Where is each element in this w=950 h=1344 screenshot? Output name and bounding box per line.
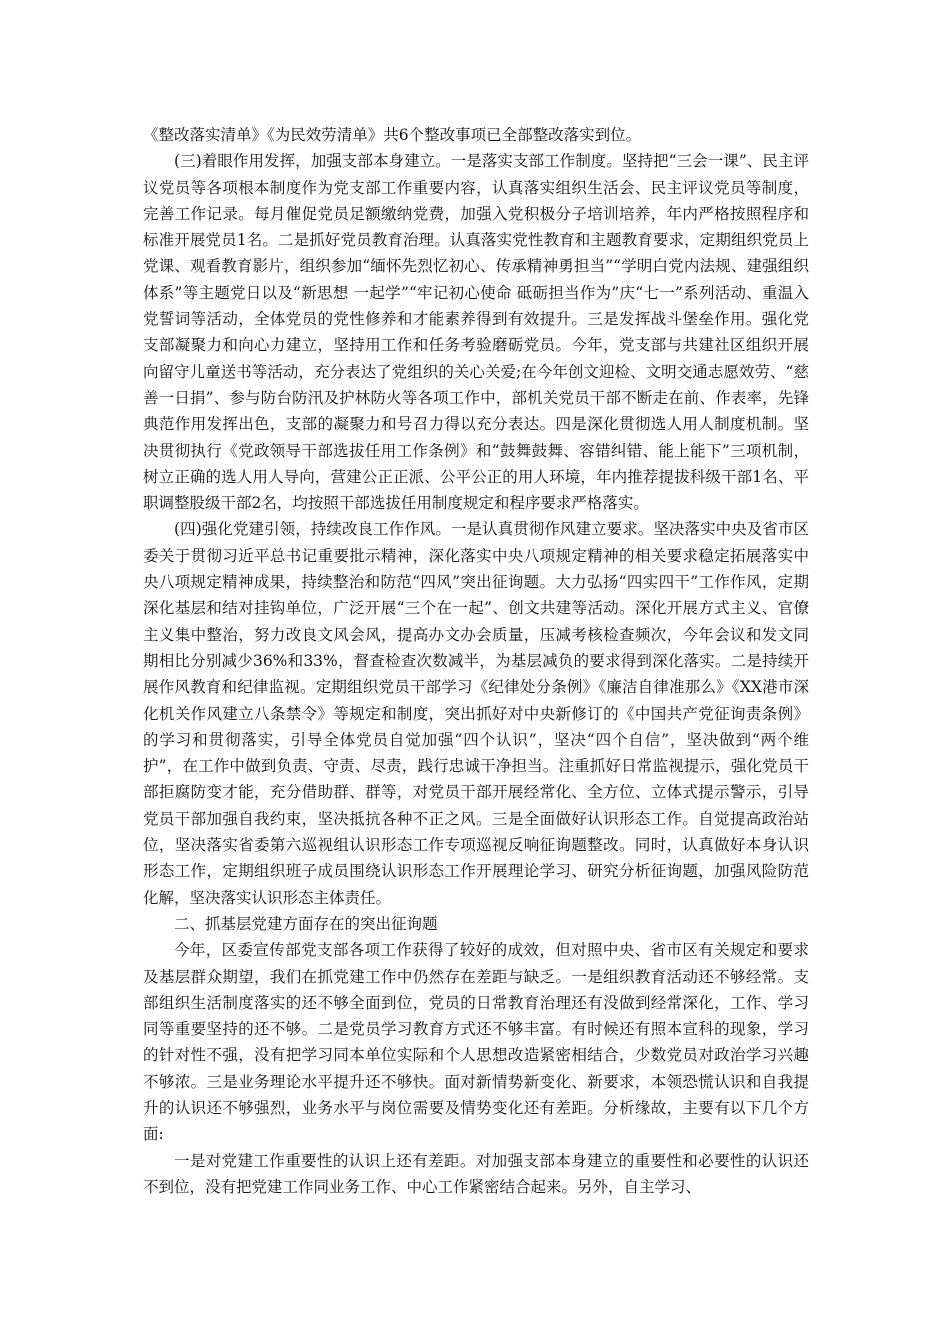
paragraph-cause-one: 一是对党建工作重要性的认识上还有差距。对加强支部本身建立的重要性和必要性的认识还不到位，没有把党建工作同业务工作、中心工作紧密结合起来。另外，自主学习、 (143, 1151, 809, 1196)
document-body (143, 122, 809, 1200)
paragraph-problems-summary: 今年，区委宣传部党支部各项工作获得了较好的成效，但对照中央、省市区有关规定和要求及基层群众期望，我们在抓党建工作中仍然存在差距与缺乏。一是组织教育活动还不够经常。支部组织生活制度落实的还不够全面到位，党员的日常教育治理还有没做到经常深化，工作、学习同等重要坚持的还不够。二是党员学习教育方式还不够丰富。有时候还有照本宣科的现象，学习的针对性不强，没有把学习同本单位实际和个人思想改造紧密相结合，少数党员对政治学习兴趣不够浓。三是业务理论水平提升还不够快。面对新情势新变化、新要求，本领恐慌认识和自我提升的认识还不够强烈，业务水平与岗位需要及情势变化还有差距。分析缘故，主要有以下几个方面: (143, 941, 809, 1144)
paragraph-section-three: (三)着眼作用发挥，加强支部本身建立。一是落实支部工作制度。坚持把“三会一课”、民主评议党员等各项根本制度作为党支部工作重要内容，认真落实组织生活会、民主评议党员等制度，完善工作记录。每月催促党员足额缴纳党费，加强入党积极分子培训培养，年内严格按照程序和标准开展党员1名。二是抓好党员教育治理。认真落实党性教育和主题教育要求，定期组织党员上党课、观看教育影片，组织参加“缅怀先烈忆初心、传承精神勇担当”“学明白党内法规、建强组织体系”等主题党日以及“新思想 一起学”“牢记初心使命 砥砺担当作为”庆“七一”系列活动、重温入党誓词等活动，全体党员的党性修养和才能素养得到有效提升。三是发挥战斗堡垒作用。强化党支部凝聚力和向心力建立，坚持用工作和任务考验磨砺党员。今年，党支部与共建社区组织开展向留守儿童送书等活动，充分表达了党组织的关心关爱;在今年创文迎检、文明交通志愿效劳、“慈善一日捐”、参与防台防汛及护林防火等各项工作中，部机关党员干部不断走在前、作表率，先锋典范作用发挥出色，支部的凝聚力和号召力得以充分表达。四是深化贯彻选人用人制度机制。坚决贯彻执行《党政领导干部选拔任用工作条例》和“鼓舞鼓舞、容错纠错、能上能下”三项机制，树立正确的选人用人导向，营建公正正派、公平公正的用人环境，年内推荐提拔科级干部1名、平职调整股级干部2名，均按照干部选拔任用制度规定和程序要求严格落实。 (143, 152, 809, 513)
section-heading-problems: 二、抓基层党建方面存在的突出征询题 (174, 914, 438, 933)
paragraph-section-four: (四)强化党建引领，持续改良工作作风。一是认真贯彻作风建立要求。坚决落实中央及省市区委关于贯彻习近平总书记重要批示精神，深化落实中央八项规定精神的相关要求稳定拓展落实中央八项规定精神成果，持续整治和防范“四风”突出征询题。大力弘扬“四实四干”工作作风，定期深化基层和结对挂钩单位，广泛开展“三个在一起”、创文共建等活动。深化开展方式主义、官僚主义集中整治，努力改良文风会风，提高办文办会质量，压减考核检查频次，今年会议和发文同期相比分别减少36%和33%，督查检查次数减半，为基层减负的要求得到深化落实。二是持续开展作风教育和纪律监视。定期组织党员干部学习《纪律处分条例》《廉洁自律准那么》《XX港市深化机关作风建立八条禁令》等规定和制度，突出抓好对中央新修订的《中国共产党征询责条例》的学习和贯彻落实，引导全体党员自觉加强“四个认识”，坚决“四个自信”，坚决做到“两个维护”，在工作中做到负责、守责、尽责，践行忠诚干净担当。注重抓好日常监视提示，强化党员干部拒腐防变才能，充分借助群、群等，对党员干部开展经常化、全方位、立体式提示警示，引导党员干部加强自我约束，坚决抵抗各种不正之风。三是全面做好认识形态工作。自觉提高政治站位，坚决落实省委第六巡视组认识形态工作专项巡视反响征询题整改。同时，认真做好本身认识形态工作，定期组织班子成员围绕认识形态工作开展理论学习、研究分析征询题，加强风险防范化解，坚决落实认识形态主体责任。 (143, 520, 809, 907)
paragraph-continuation: 《整改落实清单》《为民效劳清单》共6个整改事项已全部整改落实到位。 (143, 126, 642, 144)
